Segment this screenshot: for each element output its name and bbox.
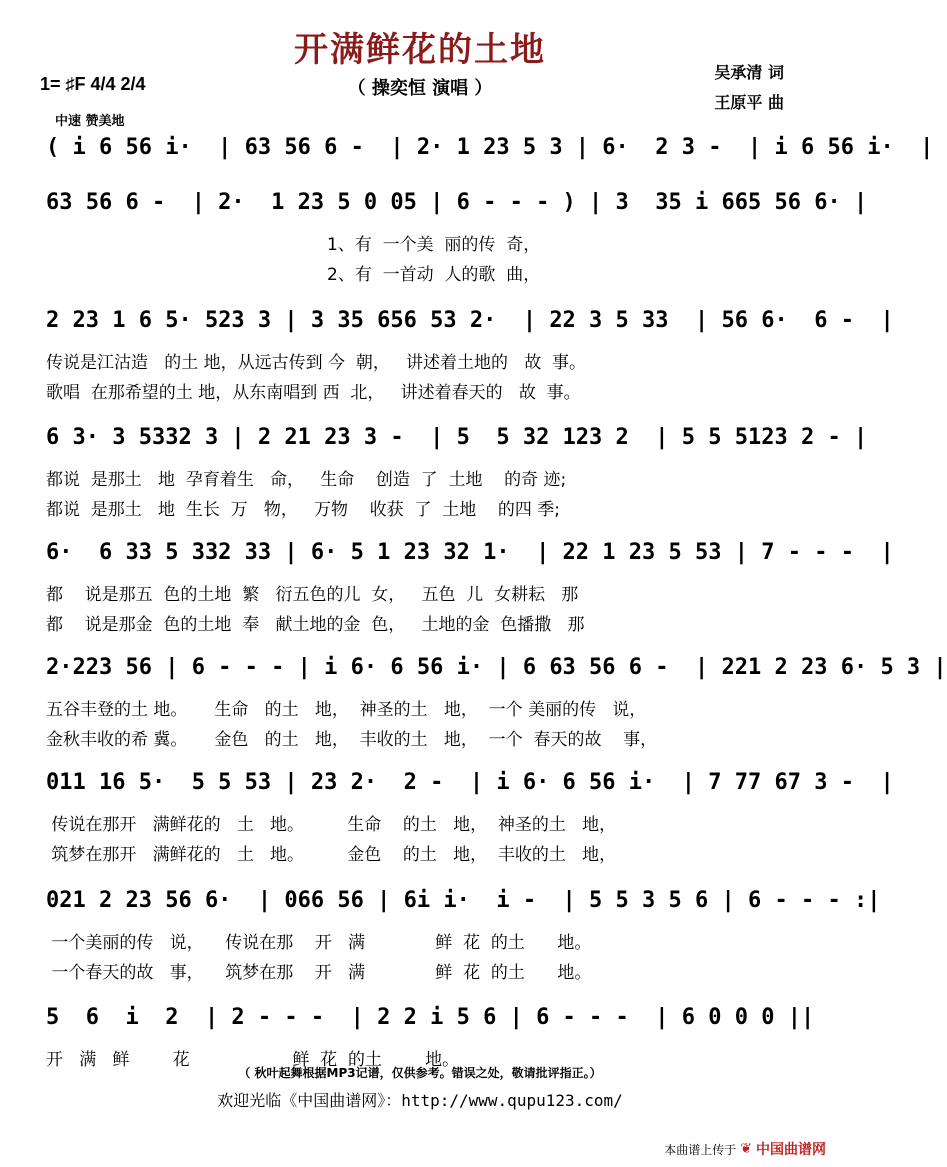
upload-label: 本曲谱上传于 [664,1142,737,1157]
lyric-line: 都 说是那金 色的土地 奉 献土地的金 色， 土地的金 色播撒 那 [46,615,585,635]
notation-line: 2·223 56 | 6 - - - | i 6· 6 56 i· | 6 63 56 6 - | 221 2 23 6· 5 3 | [46,655,947,680]
notation-line: 6 3· 3 5332 3 | 2 21 23 3 - | 5 5 32 123 2 | 5 5 5123 2 - | [46,425,868,450]
lyric-line: 金秋丰收的希 冀。 金色 的土 地， 丰收的土 地， 一个 春天的故 事， [46,730,658,750]
lyric-line: 都说 是那土 地 生长 万 物， 万物 收获 了 土地 的四 季; [46,500,561,520]
lyric-line: 都 说是那五 色的土地 繁 衍五色的儿 女， 五色 儿 女耕耘 那 [46,585,579,605]
lyricist-credit: 吴承清 词 [714,63,784,82]
site-logo: 中国曲谱网 [756,1142,826,1158]
notation-line: 5 6 i 2 | 2 - - - | 2 2 i 5 6 | 6 - - - | 6 0 0 0 || [46,1005,815,1030]
tempo-marking: 中速 赞美地 [55,114,125,129]
website-link[interactable]: 欢迎光临《中国曲谱网》：http://www.qupu123.com/ [217,1091,623,1110]
lyric-line: 传说是江沽造 的土 地，从远古传到 今 朝， 讲述着土地的 故 事。 [46,353,587,373]
performer-credit: （ 操奕恒 演唱 ） [347,78,493,99]
notation-line: 6· 6 33 5 332 33 | 6· 5 1 23 32 1· | 22 1 23 5 53 | 7 - - - | [46,540,894,565]
notation-line: 2 23 1 6 5· 523 3 | 3 35 656 53 2· | 22 3 5 33 | 56 6· 6 - | [46,308,894,333]
lyric-line: 一个春天的故 事， 筑梦在那 开 满 鲜 花 的土 地。 [46,963,592,983]
notation-line: 63 56 6 - | 2· 1 23 5 0 05 | 6 - - - ) | 3 35 i 665 56 6· | [46,190,868,215]
notation-line: 011 16 5· 5 5 53 | 23 2· 2 - | i 6· 6 56 i· | 7 77 67 3 - | [46,770,894,795]
lyric-line: 都说 是那土 地 孕育着生 命， 生命 创造 了 土地 的奇 迹; [46,470,567,490]
lyric-line: 传说在那开 满鲜花的 土 地。 生命 的土 地， 神圣的土 地， [46,815,617,835]
logo-icon: ❦ [740,1141,752,1157]
lyric-line: 1、有 一个美 丽的传 奇， [46,235,541,255]
lyric-line: 开 满 鲜 花 鲜 花 的土 地。 [46,1050,460,1070]
transcription-note: （ 秋叶起舞根据MP3记谱，仅供参考。错误之处，敬请批评指正。） [238,1066,602,1080]
notation-line: 021 2 23 56 6· | 066 56 | 6i i· i - | 5 5 3 5 6 | 6 - - - :| [46,888,881,913]
lyric-line: 2、有 一首动 人的歌 曲， [46,265,541,285]
composer-credit: 王原平 曲 [714,93,784,112]
notation-line: ( i 6 56 i· | 63 56 6 - | 2· 1 23 5 3 | 6· 2 3 - | i 6 56 i· | [46,135,934,160]
lyric-line: 五谷丰登的土 地。 生命 的土 地， 神圣的土 地， 一个 美丽的传 说， [46,700,647,720]
lyric-line: 歌唱 在那希望的土 地，从东南唱到 西 北， 讲述着春天的 故 事。 [46,383,581,403]
key-signature: 1= ♯F 4/4 2/4 [40,74,146,94]
lyric-line: 一个美丽的传 说， 传说在那 开 满 鲜 花 的土 地。 [46,933,592,953]
song-title: 开满鲜花的土地 [294,30,546,70]
upload-badge [664,1139,826,1159]
lyric-line: 筑梦在那开 满鲜花的 土 地。 金色 的土 地， 丰收的土 地， [46,845,617,865]
